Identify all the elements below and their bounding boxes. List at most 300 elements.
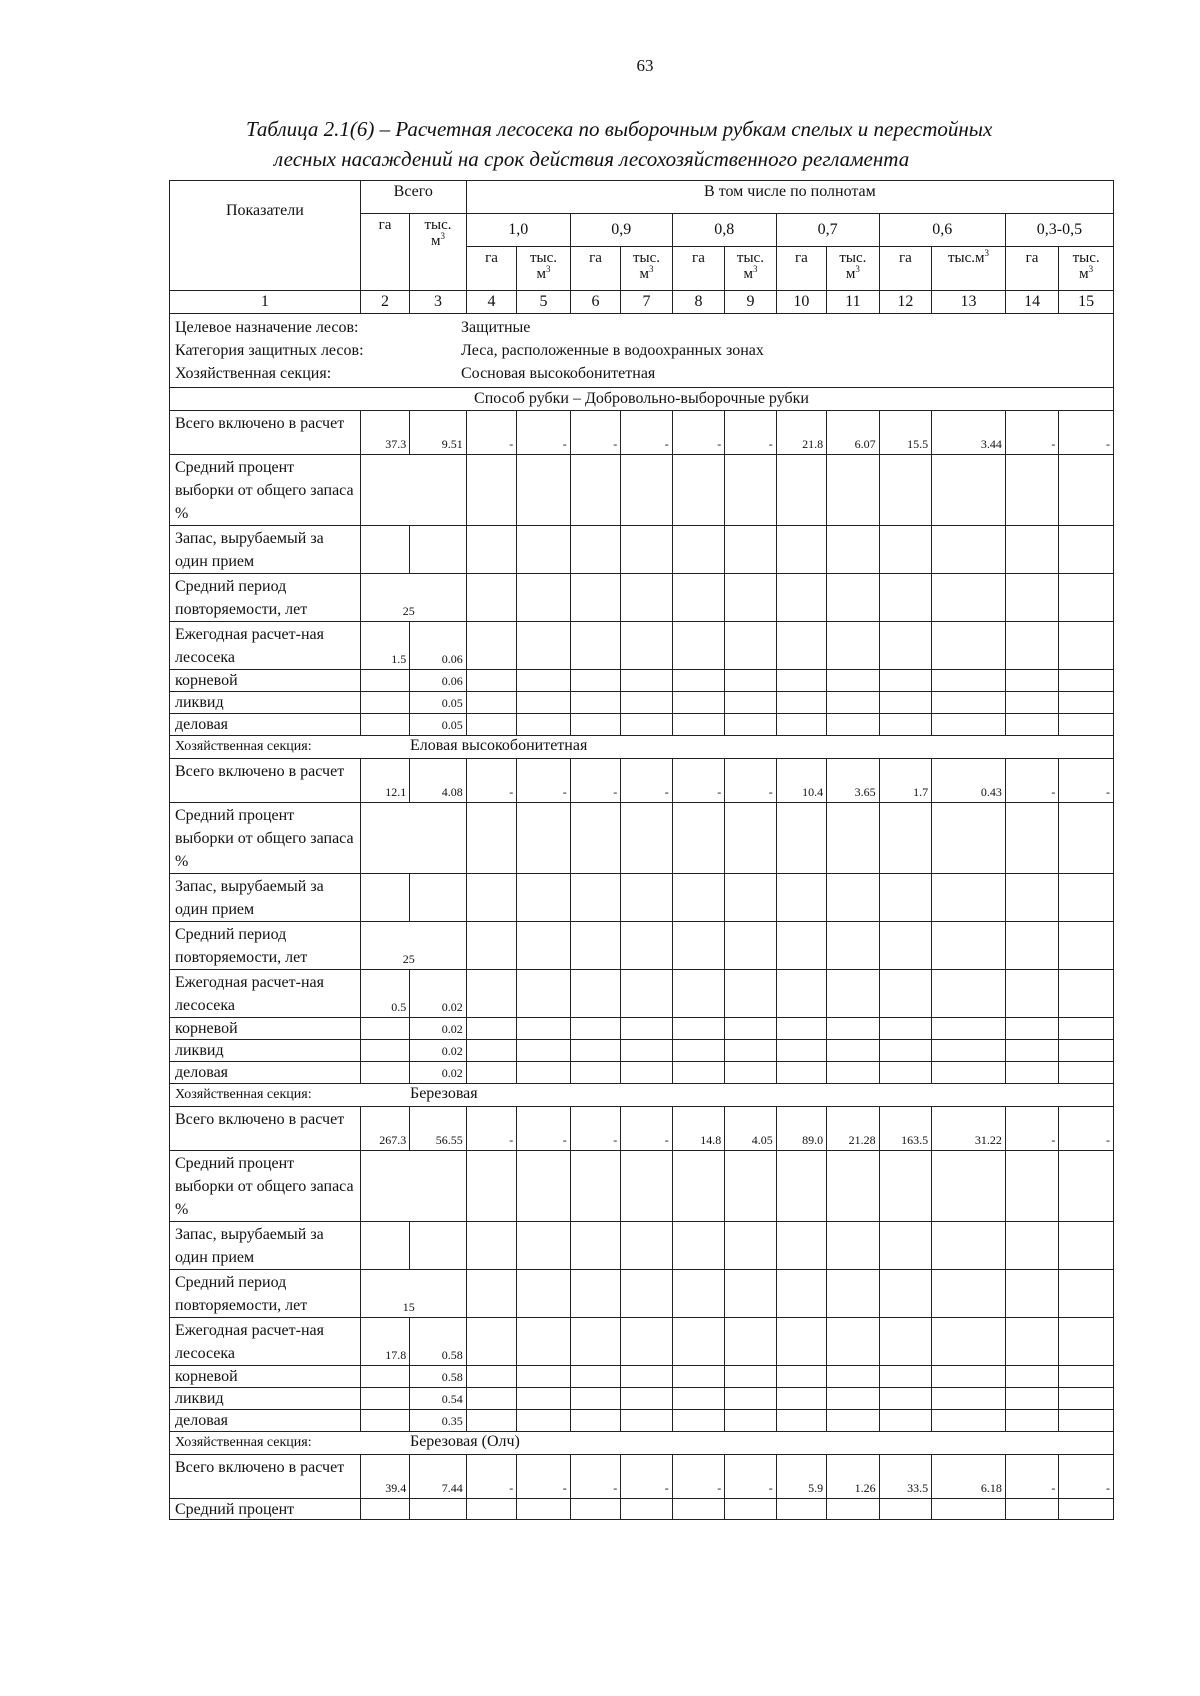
- empty-cell: [932, 714, 1006, 736]
- density-value: 6.18: [932, 1455, 1006, 1499]
- empty-cell: [517, 714, 571, 736]
- empty-cell: [1059, 1151, 1114, 1222]
- empty-cell: [725, 922, 776, 970]
- empty-cell: [879, 455, 931, 526]
- empty-cell: [672, 670, 724, 692]
- empty-cell: [725, 1318, 776, 1366]
- empty-cell: [466, 1388, 516, 1410]
- empty-cell: [827, 622, 879, 670]
- empty-cell: [725, 714, 776, 736]
- period-value: 25: [360, 922, 466, 970]
- header-m3: тыс. $м^3$: [827, 247, 879, 291]
- section-title-row: [170, 1432, 1114, 1455]
- empty-cell: [621, 574, 672, 622]
- empty-cell: [570, 1318, 620, 1366]
- empty-cell: [776, 1366, 826, 1388]
- density-value: -: [517, 1107, 571, 1151]
- empty-cell: [517, 1270, 571, 1318]
- empty-cell: [570, 1151, 620, 1222]
- empty-cell: [621, 1388, 672, 1410]
- empty-cell: [932, 455, 1006, 526]
- empty-cell: [879, 1499, 931, 1520]
- logging-table: [169, 180, 1114, 1520]
- empty-cell: [1005, 455, 1059, 526]
- empty-cell: [360, 714, 409, 736]
- empty-cell: [776, 1222, 826, 1270]
- category-label: Категория защитных лесов:: [175, 342, 364, 359]
- empty-cell: [517, 874, 571, 922]
- empty-cell: [932, 1388, 1006, 1410]
- row-label-avg-period: Средний период повторяемости, лет: [170, 574, 361, 622]
- section-label: Хозяйственная секция:: [175, 1087, 312, 1102]
- empty-cell: [360, 1040, 409, 1062]
- empty-cell: [672, 1499, 724, 1520]
- empty-cell: [621, 714, 672, 736]
- column-number: 8: [672, 291, 724, 314]
- empty-cell: [827, 1388, 879, 1410]
- empty-cell: [621, 622, 672, 670]
- empty-cell: [621, 874, 672, 922]
- empty-cell: [360, 1499, 409, 1520]
- liquid-value: 0.05: [410, 692, 467, 714]
- header-density-3: 0,8: [672, 214, 776, 247]
- empty-cell: [879, 714, 931, 736]
- empty-cell: [932, 526, 1006, 574]
- table-row: [170, 1040, 1114, 1062]
- total-m3-value: 4.08: [410, 759, 467, 803]
- empty-cell: [776, 1062, 826, 1084]
- business-value: 0.35: [410, 1410, 467, 1432]
- empty-cell: [725, 970, 776, 1018]
- empty-cell: [410, 526, 467, 574]
- empty-cell: [570, 670, 620, 692]
- empty-cell: [827, 714, 879, 736]
- period-value: 25: [360, 574, 466, 622]
- empty-cell: [827, 1151, 879, 1222]
- empty-cell: [776, 1151, 826, 1222]
- empty-cell: [932, 1410, 1006, 1432]
- density-value: 0.43: [932, 759, 1006, 803]
- density-value: -: [1059, 1107, 1114, 1151]
- empty-cell: [1005, 714, 1059, 736]
- row-label-annual: Ежегодная расчет-ная лесосека: [170, 622, 361, 670]
- period-value: 15: [360, 1270, 466, 1318]
- column-number: 6: [570, 291, 620, 314]
- empty-cell: [672, 922, 724, 970]
- empty-cell: [879, 874, 931, 922]
- table-row: [170, 1270, 1114, 1318]
- density-value: 21.28: [827, 1107, 879, 1151]
- empty-cell: [879, 803, 931, 874]
- empty-cell: [725, 1270, 776, 1318]
- empty-cell: [672, 1410, 724, 1432]
- header-total-m3: тыс. $м^3$: [410, 214, 467, 291]
- density-value: -: [466, 759, 516, 803]
- empty-cell: [827, 922, 879, 970]
- section-label: Хозяйственная секция:: [175, 1435, 312, 1450]
- empty-cell: [932, 922, 1006, 970]
- empty-cell: [827, 970, 879, 1018]
- table-row: [170, 1151, 1114, 1222]
- empty-cell: [776, 714, 826, 736]
- empty-cell: [410, 1499, 467, 1520]
- empty-cell: [1005, 1062, 1059, 1084]
- density-value: -: [1005, 411, 1059, 455]
- row-label-avg-percent: Средний процент выборки от общего запаса %: [170, 455, 361, 526]
- empty-cell: [517, 1018, 571, 1040]
- empty-cell: [725, 1499, 776, 1520]
- empty-cell: [517, 1410, 571, 1432]
- column-number: 11: [827, 291, 879, 314]
- empty-cell: [360, 692, 409, 714]
- empty-cell: [776, 526, 826, 574]
- density-value: -: [517, 411, 571, 455]
- empty-cell: [672, 803, 724, 874]
- liquid-value: 0.54: [410, 1388, 467, 1410]
- section-title: Березовая: [410, 1085, 478, 1102]
- empty-cell: [570, 1062, 620, 1084]
- empty-cell: [1059, 874, 1114, 922]
- empty-cell: [1005, 692, 1059, 714]
- empty-cell: [1059, 1388, 1114, 1410]
- empty-cell: [517, 970, 571, 1018]
- empty-cell: [827, 1222, 879, 1270]
- header-density-5: 0,6: [879, 214, 1005, 247]
- row-label-liquid: ликвид: [170, 1040, 361, 1062]
- total-m3-value: 7.44: [410, 1455, 467, 1499]
- empty-cell: [776, 803, 826, 874]
- empty-cell: [1005, 803, 1059, 874]
- density-value: -: [672, 411, 724, 455]
- empty-cell: [1005, 526, 1059, 574]
- density-value: -: [672, 759, 724, 803]
- table-row: [170, 1318, 1114, 1366]
- empty-cell: [1005, 574, 1059, 622]
- method-row: Способ рубки – Добровольно-выборочные рубки: [170, 388, 1114, 411]
- empty-cell: [1005, 1040, 1059, 1062]
- density-value: 10.4: [776, 759, 826, 803]
- empty-cell: [1059, 1062, 1114, 1084]
- empty-cell: [517, 1499, 571, 1520]
- empty-cell: [827, 874, 879, 922]
- empty-cell: [725, 1062, 776, 1084]
- table-row: [170, 692, 1114, 714]
- table-row: [170, 1222, 1114, 1270]
- row-label-stock-one-step: Запас, вырубаемый за один прием: [170, 1222, 361, 1270]
- empty-cell: [466, 874, 516, 922]
- empty-cell: [621, 1062, 672, 1084]
- empty-cell: [570, 922, 620, 970]
- density-value: 89.0: [776, 1107, 826, 1151]
- empty-cell: [621, 526, 672, 574]
- total-m3-value: 56.55: [410, 1107, 467, 1151]
- density-value: 1.7: [879, 759, 931, 803]
- section-label: Хозяйственная секция:: [175, 739, 312, 754]
- empty-cell: [621, 1318, 672, 1366]
- row-label-root: корневой: [170, 1018, 361, 1040]
- root-value: 0.06: [410, 670, 467, 692]
- empty-cell: [570, 1366, 620, 1388]
- empty-cell: [517, 1318, 571, 1366]
- empty-cell: [1059, 622, 1114, 670]
- empty-cell: [1059, 714, 1114, 736]
- empty-cell: [725, 1410, 776, 1432]
- table-title-line2: лесных насаждений на срок действия лесохозяйственного регламента: [274, 147, 910, 171]
- column-number: 12: [879, 291, 931, 314]
- empty-cell: [570, 526, 620, 574]
- row-label-total-included: Всего включено в расчет: [170, 1455, 361, 1499]
- root-value: 0.02: [410, 1018, 467, 1040]
- density-value: 4.05: [725, 1107, 776, 1151]
- empty-cell: [725, 874, 776, 922]
- empty-cell: [360, 1151, 466, 1222]
- empty-cell: [621, 970, 672, 1018]
- density-value: 33.5: [879, 1455, 931, 1499]
- header-ha: га: [879, 247, 931, 291]
- empty-cell: [932, 970, 1006, 1018]
- table-row: [170, 922, 1114, 970]
- empty-cell: [570, 1388, 620, 1410]
- empty-cell: [570, 1040, 620, 1062]
- empty-cell: [776, 1270, 826, 1318]
- empty-cell: [517, 1222, 571, 1270]
- header-ha: га: [570, 247, 620, 291]
- empty-cell: [672, 574, 724, 622]
- table-row: [170, 1432, 1114, 1455]
- row-label-stock-one-step: Запас, вырубаемый за один прием: [170, 526, 361, 574]
- purpose-value: Защитные: [461, 319, 531, 336]
- column-number: 5: [517, 291, 571, 314]
- empty-cell: [466, 1366, 516, 1388]
- table-row: [170, 574, 1114, 622]
- header-m3: $тыс.м^3$: [932, 247, 1006, 291]
- column-number: 7: [621, 291, 672, 314]
- empty-cell: [360, 1388, 409, 1410]
- info-block: [170, 314, 1114, 388]
- row-label-root: корневой: [170, 1366, 361, 1388]
- empty-cell: [1059, 574, 1114, 622]
- empty-cell: [466, 1040, 516, 1062]
- empty-cell: [725, 803, 776, 874]
- empty-cell: [725, 1040, 776, 1062]
- table-row: [170, 455, 1114, 526]
- empty-cell: [517, 803, 571, 874]
- header-density-4: 0,7: [776, 214, 879, 247]
- header-m3: тыс. $м^3$: [621, 247, 672, 291]
- empty-cell: [672, 622, 724, 670]
- empty-cell: [1005, 1388, 1059, 1410]
- empty-cell: [621, 1040, 672, 1062]
- empty-cell: [672, 970, 724, 1018]
- empty-cell: [570, 692, 620, 714]
- column-number: 10: [776, 291, 826, 314]
- density-value: -: [570, 1107, 620, 1151]
- empty-cell: [517, 622, 571, 670]
- section-title-row: [170, 736, 1114, 759]
- row-label-avg-percent: Средний процент выборки от общего запаса %: [170, 803, 361, 874]
- empty-cell: [360, 526, 409, 574]
- empty-cell: [827, 1410, 879, 1432]
- table-row: [170, 1410, 1114, 1432]
- empty-cell: [879, 1222, 931, 1270]
- empty-cell: [776, 970, 826, 1018]
- empty-cell: [725, 574, 776, 622]
- density-value: -: [621, 411, 672, 455]
- empty-cell: [932, 1151, 1006, 1222]
- density-value: -: [466, 1455, 516, 1499]
- density-value: -: [1005, 1107, 1059, 1151]
- empty-cell: [879, 670, 931, 692]
- density-value: 6.07: [827, 411, 879, 455]
- empty-cell: [570, 1410, 620, 1432]
- empty-cell: [879, 970, 931, 1018]
- table-row: [170, 411, 1114, 455]
- empty-cell: [1059, 970, 1114, 1018]
- empty-cell: [725, 1222, 776, 1270]
- empty-cell: [932, 1222, 1006, 1270]
- empty-cell: [360, 874, 409, 922]
- table-row: [170, 622, 1114, 670]
- density-value: -: [1005, 759, 1059, 803]
- density-value: 15.5: [879, 411, 931, 455]
- row-label-avg-period: Средний период повторяемости, лет: [170, 922, 361, 970]
- annual-ha-value: 1.5: [360, 622, 409, 670]
- header-density-2: 0,9: [570, 214, 672, 247]
- header-ha: га: [1005, 247, 1059, 291]
- empty-cell: [879, 574, 931, 622]
- empty-cell: [1005, 1318, 1059, 1366]
- empty-cell: [466, 670, 516, 692]
- empty-cell: [517, 1040, 571, 1062]
- empty-cell: [725, 670, 776, 692]
- density-value: -: [621, 1455, 672, 1499]
- empty-cell: [570, 1270, 620, 1318]
- empty-cell: [360, 1018, 409, 1040]
- table-row: [170, 874, 1114, 922]
- density-value: -: [621, 1107, 672, 1151]
- header-m3: тыс. $м^3$: [517, 247, 571, 291]
- empty-cell: [360, 1410, 409, 1432]
- row-label-annual: Ежегодная расчет-ная лесосека: [170, 1318, 361, 1366]
- density-value: -: [725, 1455, 776, 1499]
- empty-cell: [621, 1410, 672, 1432]
- density-value: -: [725, 759, 776, 803]
- row-label-total-included: Всего включено в расчет: [170, 759, 361, 803]
- empty-cell: [725, 1388, 776, 1410]
- column-number: 3: [410, 291, 467, 314]
- empty-cell: [466, 574, 516, 622]
- table-row: [170, 714, 1114, 736]
- empty-cell: [932, 1270, 1006, 1318]
- empty-cell: [1059, 1040, 1114, 1062]
- empty-cell: [517, 574, 571, 622]
- empty-cell: [1059, 1410, 1114, 1432]
- empty-cell: [1059, 1499, 1114, 1520]
- table-row: [170, 736, 1114, 759]
- empty-cell: [879, 1410, 931, 1432]
- density-value: 14.8: [672, 1107, 724, 1151]
- density-value: -: [517, 759, 571, 803]
- column-number: 14: [1005, 291, 1059, 314]
- empty-cell: [621, 1151, 672, 1222]
- empty-cell: [360, 1222, 409, 1270]
- empty-cell: [466, 714, 516, 736]
- empty-cell: [672, 1318, 724, 1366]
- empty-cell: [776, 1410, 826, 1432]
- empty-cell: [827, 574, 879, 622]
- empty-cell: [725, 455, 776, 526]
- empty-cell: [879, 1366, 931, 1388]
- empty-cell: [672, 874, 724, 922]
- empty-cell: [466, 455, 516, 526]
- density-value: -: [1059, 411, 1114, 455]
- empty-cell: [827, 1062, 879, 1084]
- empty-cell: [672, 714, 724, 736]
- empty-cell: [466, 1499, 516, 1520]
- empty-cell: [1059, 455, 1114, 526]
- header-ha: га: [466, 247, 516, 291]
- density-value: -: [672, 1455, 724, 1499]
- empty-cell: [879, 1318, 931, 1366]
- empty-cell: [932, 1366, 1006, 1388]
- liquid-value: 0.02: [410, 1040, 467, 1062]
- empty-cell: [879, 1040, 931, 1062]
- empty-cell: [621, 692, 672, 714]
- empty-cell: [827, 1366, 879, 1388]
- empty-cell: [1059, 526, 1114, 574]
- empty-cell: [570, 1222, 620, 1270]
- empty-cell: [776, 1318, 826, 1366]
- empty-cell: [776, 574, 826, 622]
- empty-cell: [827, 1018, 879, 1040]
- empty-cell: [725, 1018, 776, 1040]
- row-label-business: деловая: [170, 1062, 361, 1084]
- table-row: [170, 1499, 1114, 1520]
- empty-cell: [879, 692, 931, 714]
- column-number: 4: [466, 291, 516, 314]
- empty-cell: [466, 803, 516, 874]
- row-label-annual: Ежегодная расчет-ная лесосека: [170, 970, 361, 1018]
- empty-cell: [621, 670, 672, 692]
- empty-cell: [776, 670, 826, 692]
- purpose-label: Целевое назначение лесов:: [175, 319, 359, 336]
- empty-cell: [879, 622, 931, 670]
- empty-cell: [621, 1366, 672, 1388]
- table-row: [170, 1455, 1114, 1499]
- empty-cell: [360, 1062, 409, 1084]
- empty-cell: [725, 622, 776, 670]
- density-value: -: [466, 1107, 516, 1151]
- empty-cell: [1005, 970, 1059, 1018]
- empty-cell: [776, 622, 826, 670]
- empty-cell: [1059, 1222, 1114, 1270]
- page-number: 63: [636, 56, 654, 75]
- empty-cell: [360, 455, 466, 526]
- empty-cell: [1005, 622, 1059, 670]
- empty-cell: [1005, 874, 1059, 922]
- empty-cell: [570, 874, 620, 922]
- empty-cell: [517, 1366, 571, 1388]
- empty-cell: [410, 1222, 467, 1270]
- table-row: [170, 1084, 1114, 1107]
- density-value: 1.26: [827, 1455, 879, 1499]
- empty-cell: [621, 1018, 672, 1040]
- empty-cell: [1005, 1151, 1059, 1222]
- density-value: -: [725, 411, 776, 455]
- empty-cell: [621, 1270, 672, 1318]
- table-row: [170, 759, 1114, 803]
- density-value: 163.5: [879, 1107, 931, 1151]
